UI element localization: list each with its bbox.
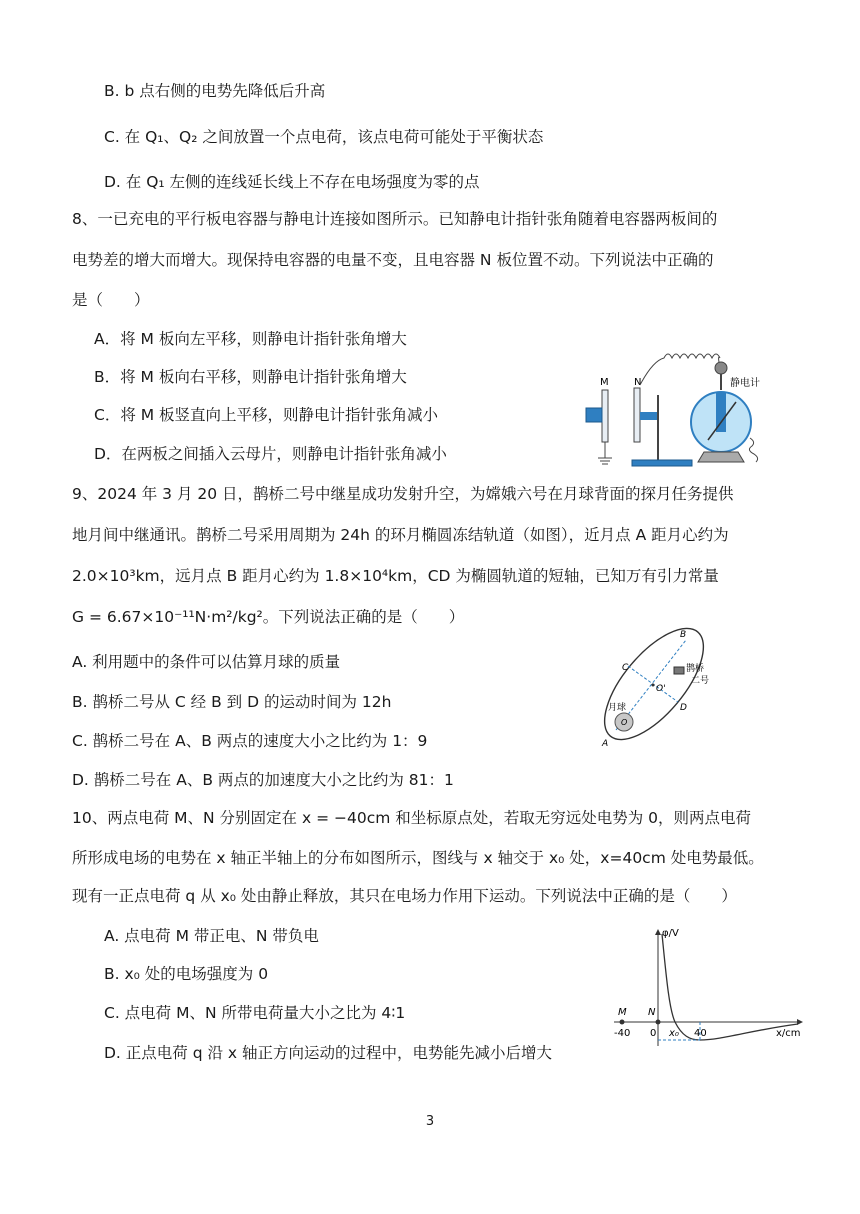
q9-option-c: C. 鹊桥二号在 A、B 两点的速度大小之比约为 1：9: [72, 732, 428, 750]
label-b: B: [680, 630, 687, 640]
q8-stem-line-1: 8、一已充电的平行板电容器与静电计连接如图所示。已知静电计指针张角随着电容器两板间的: [72, 210, 718, 228]
label-charge-m: M: [618, 1007, 627, 1018]
capacitor-electrometer-figure: [578, 340, 778, 472]
q9-stem-line-3: 2.0×10³km，远月点 B 距月心约为 1.8×10⁴km，CD 为椭圆轨道的短轴，已知万有引力常量: [72, 567, 719, 585]
q7-option-c: C. 在 Q₁、Q₂ 之间放置一个点电荷，该点电荷可能处于平衡状态: [104, 128, 544, 146]
label-sat-2: 二号: [691, 676, 710, 686]
q9-option-b: B. 鹊桥二号从 C 经 B 到 D 的运动时间为 12h: [72, 693, 392, 711]
page-number: 3: [425, 1114, 435, 1129]
label-n: N: [634, 377, 642, 388]
q8-option-d: D．在两板之间插入云母片，则静电计指针张角减小: [94, 445, 447, 463]
q10-stem-line-2: 所形成电场的电势在 x 轴正半轴上的分布如图所示，图线与 x 轴交于 x₀ 处，x=40cm 处电势最低。: [72, 849, 764, 867]
q10-option-b: B. x₀ 处的电场强度为 0: [104, 965, 269, 983]
label-c: C: [622, 663, 629, 673]
q8-stem-line-3: 是（ ）: [72, 291, 150, 309]
q8-option-c: C．将 M 板竖直向上平移，则静电计指针张角减小: [94, 406, 439, 424]
label-o: O: [621, 718, 628, 727]
label-o-prime: O': [656, 684, 666, 694]
q8-option-a: A．将 M 板向左平移，则静电计指针张角增大: [94, 330, 407, 348]
q10-stem-line-3: 现有一正点电荷 q 从 x₀ 处由静止释放，其只在电场力作用下运动。下列说法中正确的是（ ）: [72, 887, 737, 905]
q10-option-a: A. 点电荷 M 带正电、N 带负电: [104, 927, 319, 945]
tick-x0: x₀: [669, 1028, 679, 1039]
tick-40: 40: [694, 1028, 707, 1039]
potential-graph-figure: [612, 924, 808, 1050]
q8-stem-line-2: 电势差的增大而增大。现保持电容器的电量不变，且电容器 N 板位置不动。下列说法中正确的: [72, 251, 714, 269]
q9-stem-line-2: 地月间中继通讯。鹊桥二号采用周期为 24h 的环月椭圆冻结轨道（如图），近月点 A 距月心约为: [72, 526, 729, 544]
orbit-figure: [594, 622, 724, 750]
q7-option-d: D. 在 Q₁ 左侧的连线延长线上不存在电场强度为零的点: [104, 173, 480, 191]
q9-option-d: D. 鹊桥二号在 A、B 两点的加速度大小之比约为 81：1: [72, 771, 454, 789]
q8-option-b: B．将 M 板向右平移，则静电计指针张角增大: [94, 368, 407, 386]
label-charge-n: N: [648, 1007, 656, 1018]
label-a: A: [602, 739, 609, 749]
label-sat-1: 鹊桥: [686, 664, 705, 674]
label-electrometer: 静电计: [730, 378, 760, 389]
x-axis-label: x/cm: [776, 1028, 801, 1039]
tick-neg40: -40: [614, 1028, 631, 1039]
q10-option-d: D. 正点电荷 q 沿 x 轴正方向运动的过程中，电势能先减小后增大: [104, 1044, 553, 1062]
y-axis-label: φ/V: [662, 928, 679, 939]
label-moon: 月球: [608, 703, 627, 713]
q9-stem-line-4: G = 6.67×10⁻¹¹N·m²/kg²。下列说法正确的是（ ）: [72, 608, 465, 626]
q9-option-a: A. 利用题中的条件可以估算月球的质量: [72, 653, 341, 671]
label-d: D: [680, 703, 687, 713]
q10-stem-line-1: 10、两点电荷 M、N 分别固定在 x = −40cm 和坐标原点处，若取无穷远处电势为 0，则两点电荷: [72, 809, 752, 827]
q9-stem-line-1: 9、2024 年 3 月 20 日，鹊桥二号中继星成功发射升空，为嫦娥六号在月球背面的探月任务提供: [72, 485, 734, 503]
label-m: M: [600, 377, 609, 388]
q10-option-c: C. 点电荷 M、N 所带电荷量大小之比为 4∶1: [104, 1004, 406, 1022]
tick-0: 0: [650, 1028, 657, 1039]
q7-option-b: B. b 点右侧的电势先降低后升高: [104, 82, 326, 100]
